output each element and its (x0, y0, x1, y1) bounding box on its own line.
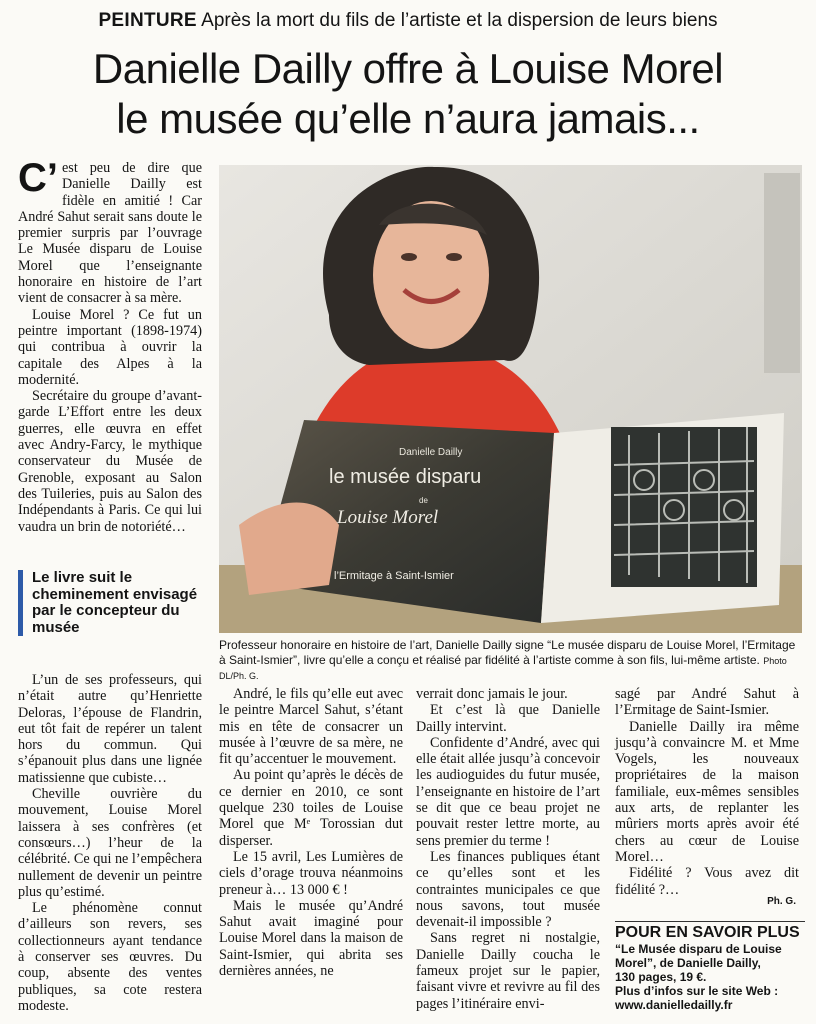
book-cover-author: Danielle Dailly (399, 447, 463, 458)
more-info-title: POUR EN SAVOIR PLUS (615, 921, 805, 942)
more-info-pages: 130 pages, 19 €. (615, 970, 707, 984)
column-1-bottom (18, 672, 202, 1014)
article-photo (219, 165, 802, 633)
book-cover-de: de (419, 496, 428, 505)
paragraph: Les finances publiques étant ce qu’elles sont et les contraintes municipales ce que nous savons, tout musée devenait-il impossible ? (416, 848, 600, 931)
drop-cap: C’ (18, 156, 58, 200)
column-4 (615, 686, 799, 898)
paragraph: verrait donc jamais le jour. (416, 686, 568, 702)
paragraph: Mais le musée qu’André Sahut avait imaginé pour Louise Morel dans la maison de Saint-Ismier, qui abrita ses dernières années, ne (219, 897, 403, 980)
paragraph: Le phénomène connut d’ailleurs son revers, ses collectionneurs ayant tendance à conserver ses œuvres. Du coup, absente des ventes publiques, sa cote restera modeste. (18, 900, 202, 1014)
headline-line-2: le musée qu’elle n’aura jamais... (116, 95, 700, 142)
paragraph: André, le fils qu’elle eut avec le peintre Marcel Sahut, s’étant mis en tête de consacrer un musée à l’œuvre de sa mère, ne fit qu’accentuer le mouvement. (219, 686, 403, 768)
more-info-web: Plus d’infos sur le site Web : (615, 984, 779, 998)
portrait-photo-illustration (219, 165, 802, 633)
paragraph: Fidélité ? Vous avez dit fidélité ?… (615, 865, 799, 898)
paragraph: Au point qu’après le décès de ce dernier en 2010, ce sont quelque 230 toiles de Louise Morel que Mᵉ Torossian dut disperser. (219, 767, 403, 849)
paragraph: Louise Morel ? Ce fut un peintre important (1898-1974) qui contribua à ouvrir la capitale des Alpes à la modernité. (18, 306, 202, 388)
author-signature: Ph. G. (767, 896, 796, 907)
book-cover-title: le musée disparu (329, 466, 482, 488)
book-cover-subtitle: l’Ermitage à Saint-Ismier (334, 570, 454, 582)
kicker-text: Après la mort du fils de l’artiste et la dispersion de leurs biens (201, 10, 718, 31)
paragraph: Et c’est là que Danielle Dailly intervint. (416, 702, 600, 735)
pull-quote-box: Le livre suit le cheminement envisagé par le concepteur du musée (18, 570, 214, 636)
photo-credit: Photo DL/Ph. G. (219, 655, 787, 681)
book-cover-name: Louise Morel (337, 507, 439, 528)
website-link[interactable]: www.danielledailly.fr (615, 998, 733, 1012)
more-info-book: “Le Musée disparu de Louise Morel”, de Danielle Dailly, (615, 942, 782, 970)
caption-text: Professeur honoraire en histoire de l’art, Danielle Dailly signe “Le musée disparu de Louise Morel, l’Ermitage à Saint-Ismier”, livre qu’elle a conçu et réalisé par fidélité à l’artiste comme à son fils, lui-même artiste. (219, 638, 796, 667)
kicker (0, 10, 816, 32)
paragraph: Danielle Dailly ira même jusqu’à convaincre M. et Mme Vogels, les nouveaux propriétaires de la maison familiale, eux-mêmes sensibles aux arts, de replanter les mûriers morts après avoir été chers au cœur de Louise Morel… (615, 718, 799, 865)
paragraph: Cheville ouvrière du mouvement, Louise Morel laissera à ses confrères (et consœurs…) l’heur de la célébrité. Ce qui ne l’empêchera nullement de devenir un peintre plus qu’estimé. (18, 786, 202, 900)
photo-caption (219, 638, 802, 684)
more-info-box (615, 942, 805, 1012)
column-2 (219, 686, 403, 979)
column-3 (416, 686, 600, 1012)
paragraph: Le 15 avril, Les Lumières de ciels d’orage trouva néanmoins preneur à… 13 000 € ! (219, 848, 403, 898)
column-1-top (18, 156, 202, 535)
headline-line-1: Danielle Dailly offre à Louise Morel (92, 45, 724, 92)
paragraph: C’ est peu de dire que Danielle Dailly est fidèle en amitié ! Car André Sahut serait sans doute le premier surpris par l’ouvrage Le Musée disparu de Louise Morel que l’enseignante honoraire en histoire de l’art vient de consacrer à sa mère. (18, 156, 202, 307)
headline (0, 44, 816, 144)
paragraph: sagé par André Sahut à l’Ermitage de Saint-Ismier. (615, 686, 799, 719)
paragraph: L’un de ses professeurs, qui n’était autre qu’Henriette Deloras, l’épouse de Flandrin, eut tôt fait de repérer un talent hors du commun. Qui s’épanouit plus dans une lignée matissienne que cubiste… (18, 672, 202, 786)
section-tag: PEINTURE (98, 10, 197, 31)
paragraph: Secrétaire du groupe d’avant-garde L’Effort entre les deux guerres, elle œuvra en effet avec Andry-Farcy, le mythique conservateur du Musée de Grenoble, exposant au Salon des Tuileries, puis au Salon des Indépendants à Paris. Ce qui lui vaudra un brin de notoriété… (18, 388, 202, 535)
paragraph: Confidente d’André, avec qui elle était allée jusqu’à concevoir les audioguides du futur musée, l’enseignante en histoire de l’art se dit que ce beau projet ne pouvait rester lettre morte, au sens premier du terme ! (416, 734, 600, 849)
paragraph: Sans regret ni nostalgie, Danielle Dailly coucha le fameux projet sur le papier, faisant vivre et revivre au fil des pages l’itinéraire envi- (416, 930, 600, 1012)
